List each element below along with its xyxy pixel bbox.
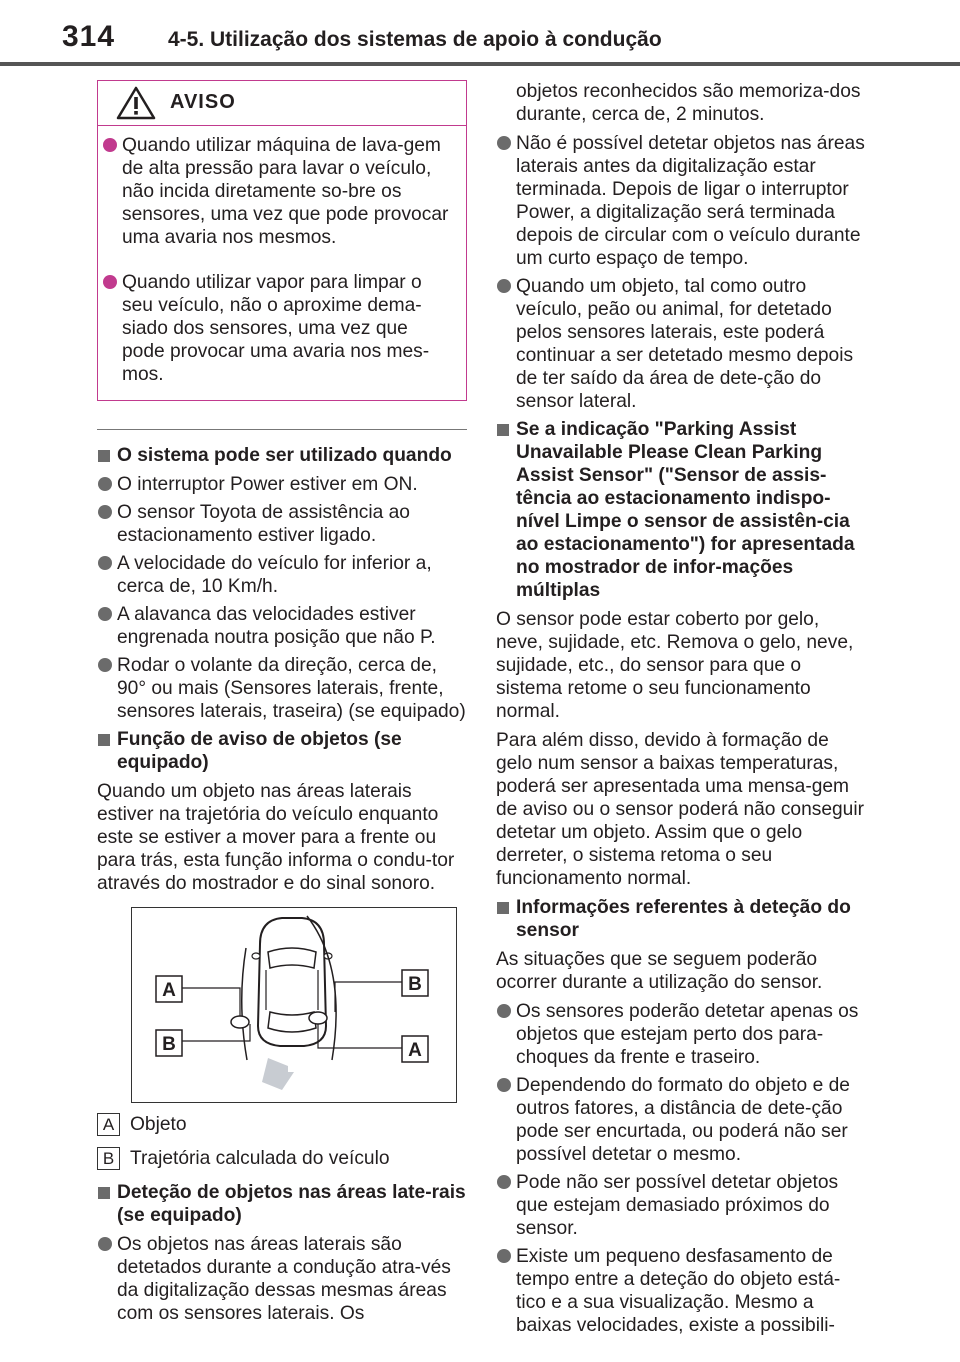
continued-text: objetos reconhecidos são memoriza-dos durante, cerca de, 2 minutos. (516, 81, 861, 125)
list-item: A alavanca das velocidades estiver engrenada noutra posição que não P. (97, 603, 467, 649)
section-heading: Informações referentes à deteção do sensor (496, 896, 866, 942)
list-item: Os sensores poderão detetar apenas os objetos que estejam perto dos para-choques da frente e traseiro. (496, 1000, 866, 1069)
list-item: Os objetos nas áreas laterais são detetados durante a condução atra-vés da digitalização dessas mesmas áreas com os sensores laterais. Os (97, 1233, 467, 1325)
list-item: Não é possível detetar objetos nas áreas laterais antes da digitalização estar terminada. Depois de ligar o interruptor Power, a digitalização será terminada depois de circular com o veículo durante um curto espaço de tempo. (496, 132, 866, 270)
legend-text: Trajetória calculada do veículo (130, 1148, 390, 1169)
warning-item: Quando utilizar vapor para limpar o seu veículo, não o aproxime dema-siado dos sensores, uma vez que pode provocar uma avaria nos mes-mos. (102, 271, 452, 386)
list-item: A velocidade do veículo for inferior a, cerca de, 10 Km/h. (97, 552, 467, 598)
section-heading: Deteção de objetos nas áreas late-rais (se equipado) (97, 1181, 467, 1227)
body-paragraph: As situações que se seguem poderão ocorrer durante a utilização do sensor. (496, 949, 823, 993)
right-column (496, 80, 866, 1342)
legend-key: B (97, 1147, 120, 1170)
header-rule (0, 62, 960, 66)
list-item: Existe um pequeno desfasamento de tempo entre a deteção do objeto está-tico e a sua visualização. Mesmo a baixas velocidades, existe a possibili- (496, 1245, 866, 1337)
body-paragraph: O sensor pode estar coberto por gelo, neve, sujidade, etc. Remova o gelo, neve, sujidade, etc., do sensor para que o sistema retome o seu funcionamento normal. (496, 609, 854, 722)
warning-icon (116, 86, 156, 120)
warning-header (98, 81, 466, 126)
divider (97, 429, 467, 430)
body-paragraph: Para além disso, devido à formação de gelo num sensor a baixas temperaturas, poderá ser apresentada uma mensa-gem de aviso ou o sensor poderá não conseguir detetar um objeto. Assim que o gelo derreter, o sistema retoma o seu funcionamento normal. (496, 730, 865, 889)
list-item: Dependendo do formato do objeto e de outros fatores, a distância de dete-ção pode ser encurtada, ou poderá não ser possível detetar o mesmo. (496, 1074, 866, 1166)
list-item: Rodar o volante da direção, cerca de, 90° ou mais (Sensores laterais, frente, sensores laterais, traseira) (se equipado) (97, 654, 467, 723)
warning-item: Quando utilizar máquina de lava-gem de alta pressão para lavar o veículo, não incida diretamente so-bre os sensores, uma vez que pode provocar uma avaria nos mesmos. (102, 134, 452, 249)
section-title: 4-5. Utilização dos sistemas de apoio à condução (168, 28, 662, 51)
section-heading: Função de aviso de objetos (se equipado) (97, 728, 467, 774)
body-paragraph: Quando um objeto nas áreas laterais estiver na trajetória do veículo enquanto este se estiver a mover para a frente ou para trás, esta função informa o condu-tor através do mostrador e do sinal sonoro. (97, 781, 455, 894)
legend-key: A (97, 1113, 120, 1136)
label-b: B (408, 974, 422, 995)
warning-title: AVISO (170, 91, 236, 113)
legend-item (97, 1147, 467, 1170)
label-a: A (162, 980, 176, 1001)
car-top-view-illustration (132, 908, 456, 1102)
sensor-diagram (131, 907, 457, 1103)
label-b: B (162, 1034, 176, 1055)
section-heading: O sistema pode ser utilizado quando (97, 444, 467, 467)
list-item: Quando um objeto, tal como outro veículo, peão ou animal, for detetado pelos sensores laterais, este poderá continuar a ser detetado mesmo depois de ter saído da área de dete-ção do sensor lateral. (496, 275, 866, 413)
legend-text: Objeto (130, 1114, 187, 1135)
list-item: Pode não ser possível detetar objetos que estejam demasiado próximos do sensor. (496, 1171, 866, 1240)
section-heading: Se a indicação "Parking Assist Unavailable Please Clean Parking Assist Sensor" ("Sensor de assis-tência ao estacionamento indispo-nível Limpe o sensor de assistên-cia ao estacionamento") for apresentada no mostrador de infor-mações múltiplas (496, 418, 866, 602)
warning-body (98, 126, 466, 400)
list-item: O interruptor Power estiver em ON. (97, 473, 467, 496)
warning-box (97, 80, 467, 401)
page-header (0, 0, 960, 70)
list-item: O sensor Toyota de assistência ao estacionamento estiver ligado. (97, 501, 467, 547)
left-column (97, 80, 467, 1330)
label-a: A (408, 1040, 422, 1061)
legend-item (97, 1113, 467, 1136)
page-number: 314 (62, 20, 116, 53)
